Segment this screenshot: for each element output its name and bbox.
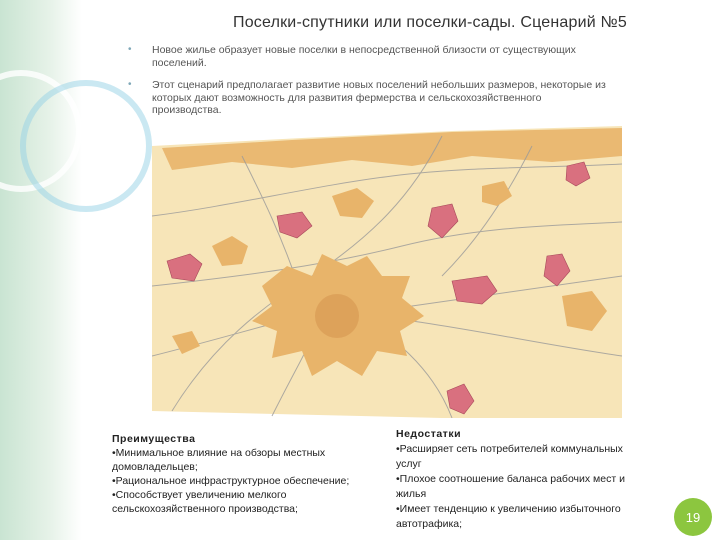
disadvantage-line: жилья — [396, 488, 427, 500]
advantage-line: •Минимальное влияние на обзоры местных — [112, 447, 326, 459]
slide-title: Поселки-спутники или поселки-сады. Сценарий №5 — [233, 14, 627, 31]
advantage-line: •Способствует увеличению мелкого — [112, 489, 287, 501]
bullet-line: Этот сценарий предполагает развитие новых поселений небольших размеров, некоторые из — [152, 79, 606, 91]
advantages-block — [112, 432, 392, 516]
bullet-line: которых дают возможность для развития фермерства и сельскохозяйственного — [152, 91, 542, 104]
bullet-list — [128, 44, 688, 127]
disadvantage-line: •Плохое соотношение баланса рабочих мест и — [396, 473, 625, 485]
advantage-line: сельскохозяйственного производства; — [112, 503, 298, 515]
town-center — [315, 294, 359, 338]
bullet-marker-icon: • — [128, 44, 132, 55]
advantage-line: домовладельцев; — [112, 461, 198, 473]
advantages-heading: Преимущества — [112, 433, 196, 445]
disadvantage-line: •Имеет тенденцию к увеличению избыточного — [396, 503, 621, 515]
bullet-line: Новое жилье образует новые поселки в непосредственной близости от существующих — [152, 44, 576, 56]
disadvantage-line: услуг — [396, 458, 422, 470]
bullet-item — [128, 79, 688, 117]
advantage-line: •Рациональное инфраструктурное обеспечение; — [112, 475, 350, 487]
settlement-map-illustration — [152, 126, 622, 418]
disadvantage-line: автотрафика; — [396, 518, 463, 530]
page-number-badge: 19 — [674, 498, 712, 536]
disadvantage-line: •Расширяет сеть потребителей коммунальных — [396, 443, 623, 455]
bullet-item — [128, 44, 688, 69]
bullet-marker-icon: • — [128, 79, 132, 90]
bullet-line: поселений. — [152, 56, 207, 69]
disadvantages-block — [396, 427, 671, 532]
disadvantages-heading: Недостатки — [396, 428, 462, 440]
bullet-line: производства. — [152, 104, 222, 116]
